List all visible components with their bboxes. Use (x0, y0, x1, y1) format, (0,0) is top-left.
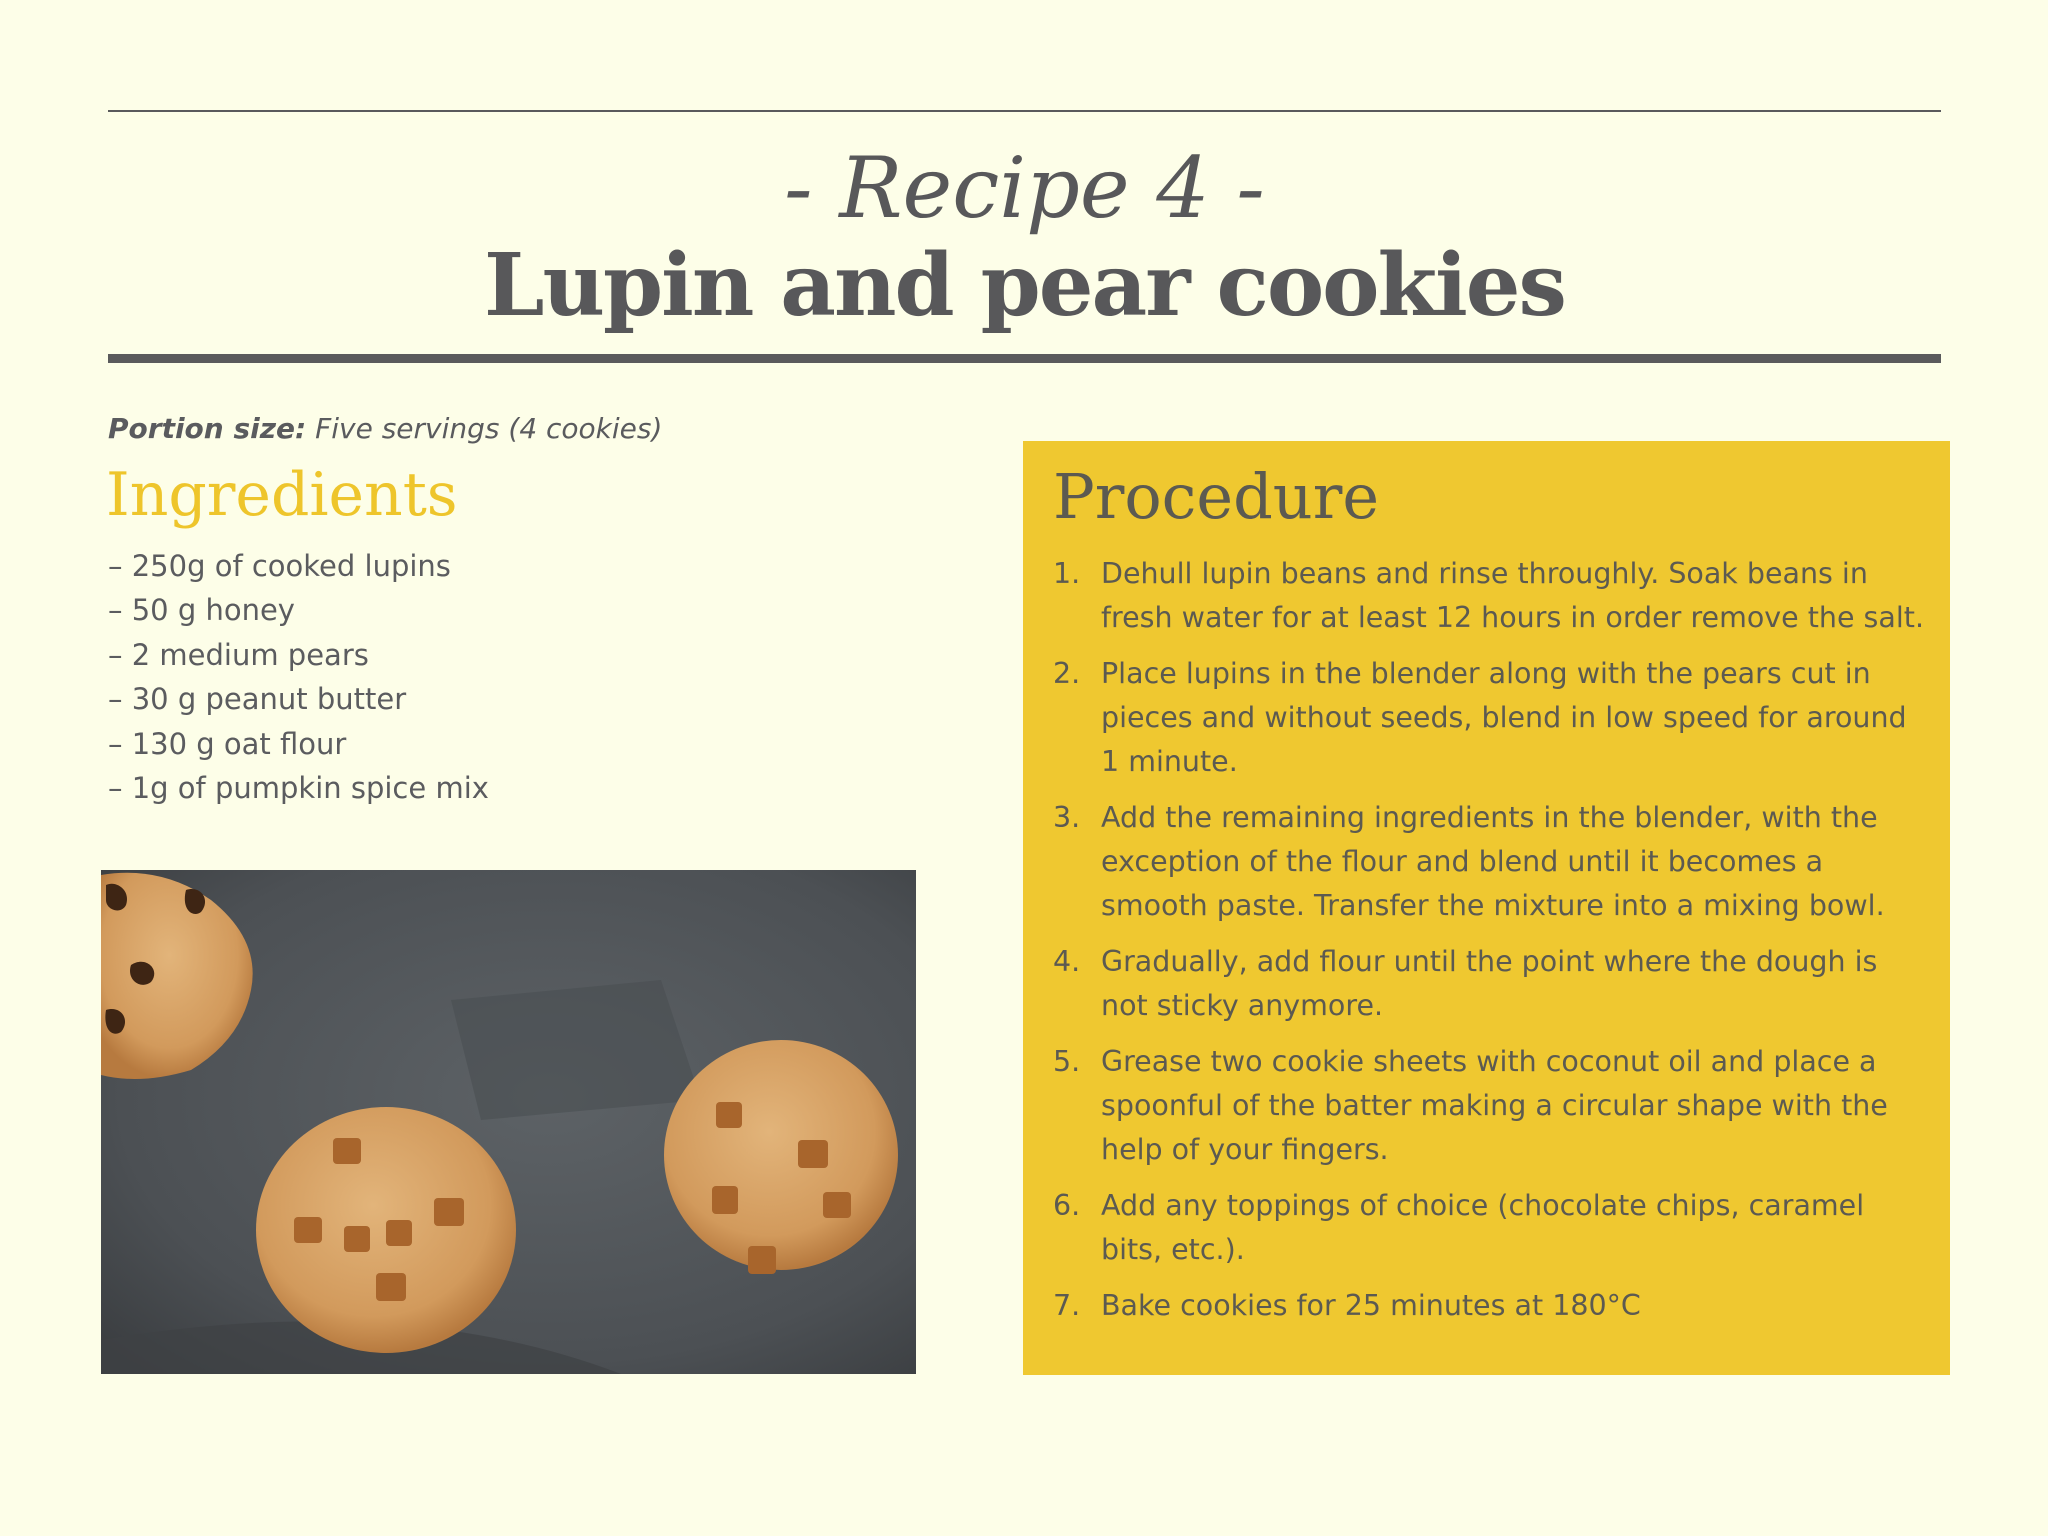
ingredient-item: – 130 g oat flour (108, 726, 347, 761)
portion-size (108, 410, 662, 448)
step-number: 3. (1053, 801, 1081, 834)
step-text: Add any toppings of choice (chocolate chips, caramel bits, etc.). (1101, 1189, 1865, 1266)
recipe-number: - Recipe 4 - (784, 139, 1265, 237)
ingredient-item: – 250g of cooked lupins (108, 549, 451, 583)
procedure-step (1053, 652, 1933, 784)
top-rule (108, 110, 1941, 112)
portion-label: Portion size: (108, 412, 307, 445)
procedure-panel (1023, 441, 1950, 1375)
step-number: 7. (1053, 1289, 1081, 1322)
portion-value: Five servings (4 cookies) (315, 412, 663, 445)
procedure-heading: Procedure (1053, 460, 1380, 533)
ingredient-item: – 1g of pumpkin spice mix (108, 771, 489, 806)
procedure-step (1053, 1184, 1933, 1272)
step-text: Gradually, add flour until the point where the dough is not sticky anymore. (1101, 945, 1878, 1022)
procedure-step (1053, 552, 1933, 640)
ingredients-list (108, 544, 489, 810)
step-number: 2. (1053, 657, 1081, 690)
step-text: Grease two cookie sheets with coconut oil and place a spoonful of the batter making a circular shape with the help of your fingers. (1101, 1045, 1888, 1166)
step-number: 4. (1053, 945, 1081, 978)
ingredient-item: – 2 medium pears (108, 637, 369, 672)
step-number: 6. (1053, 1189, 1081, 1222)
ingredients-heading: Ingredients (106, 460, 458, 530)
procedure-step (1053, 1284, 1933, 1328)
recipe-title: Lupin and pear cookies (484, 235, 1565, 336)
step-text: Add the remaining ingredients in the blender, with the exception of the flour and blend until it becomes a smooth paste. Transfer the mixture into a mixing bowl. (1101, 801, 1885, 922)
cookies-photo (101, 870, 916, 1374)
ingredient-item: – 50 g honey (108, 593, 295, 628)
title-underline (108, 354, 1941, 363)
step-text: Bake cookies for 25 minutes at 180°C (1101, 1289, 1641, 1322)
step-text: Place lupins in the blender along with the pears cut in pieces and without seeds, blend in low speed for around 1 minute. (1101, 657, 1907, 778)
procedure-steps (1053, 552, 1933, 1340)
ingredient-item: – 30 g peanut butter (108, 682, 407, 717)
step-number: 1. (1053, 557, 1081, 590)
procedure-step (1053, 940, 1933, 1028)
step-text: Dehull lupin beans and rinse throughly. Soak beans in fresh water for at least 12 hours in order remove the salt. (1101, 557, 1925, 634)
procedure-step (1053, 1040, 1933, 1172)
step-number: 5. (1053, 1045, 1081, 1078)
procedure-step (1053, 796, 1933, 928)
